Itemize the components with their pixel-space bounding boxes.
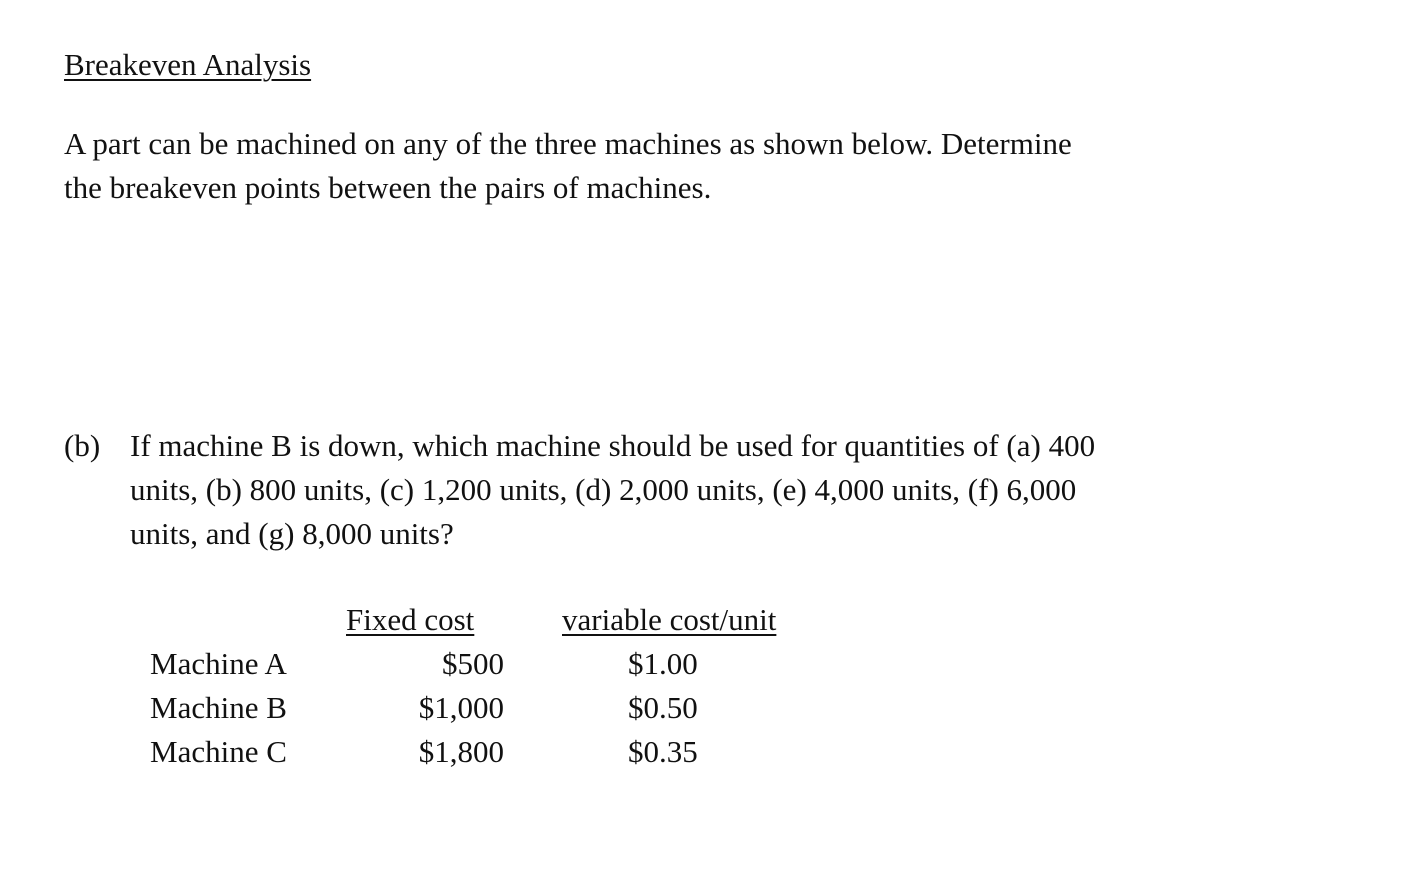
question-text xyxy=(130,424,1095,556)
question-line: units, and (g) 8,000 units? xyxy=(130,516,454,551)
fixed-cost-value: $1,000 xyxy=(418,690,504,725)
header-fixed-cost: Fixed cost xyxy=(346,602,475,637)
question-label: (b) xyxy=(64,428,101,463)
question-line: If machine B is down, which machine should be used for quantities of (a) 400 xyxy=(130,428,1096,463)
machine-name: Machine A xyxy=(150,646,287,681)
variable-cost-value: $0.35 xyxy=(628,734,698,769)
variable-cost-value: $1.00 xyxy=(628,646,698,681)
machine-name: Machine B xyxy=(150,690,287,725)
table-row-machine-c xyxy=(150,730,850,774)
fixed-cost-value: $500 xyxy=(442,646,504,681)
header-variable-cost: variable cost/unit xyxy=(562,602,777,637)
machine-name: Machine C xyxy=(150,734,287,769)
question-line: units, (b) 800 units, (c) 1,200 units, (d) 2,000 units, (e) 4,000 units, (f) 6,000 xyxy=(130,472,1077,507)
variable-cost-value: $0.50 xyxy=(628,690,698,725)
document-title: Breakeven Analysis xyxy=(64,47,312,82)
intro-line: the breakeven points between the pairs of machines. xyxy=(64,170,712,205)
fixed-cost-value: $1,800 xyxy=(418,734,504,769)
table-row-machine-a xyxy=(150,642,850,686)
intro-paragraph xyxy=(64,122,1224,210)
intro-line: A part can be machined on any of the three machines as shown below. Determine xyxy=(64,126,1072,161)
table-row-machine-b xyxy=(150,686,850,730)
